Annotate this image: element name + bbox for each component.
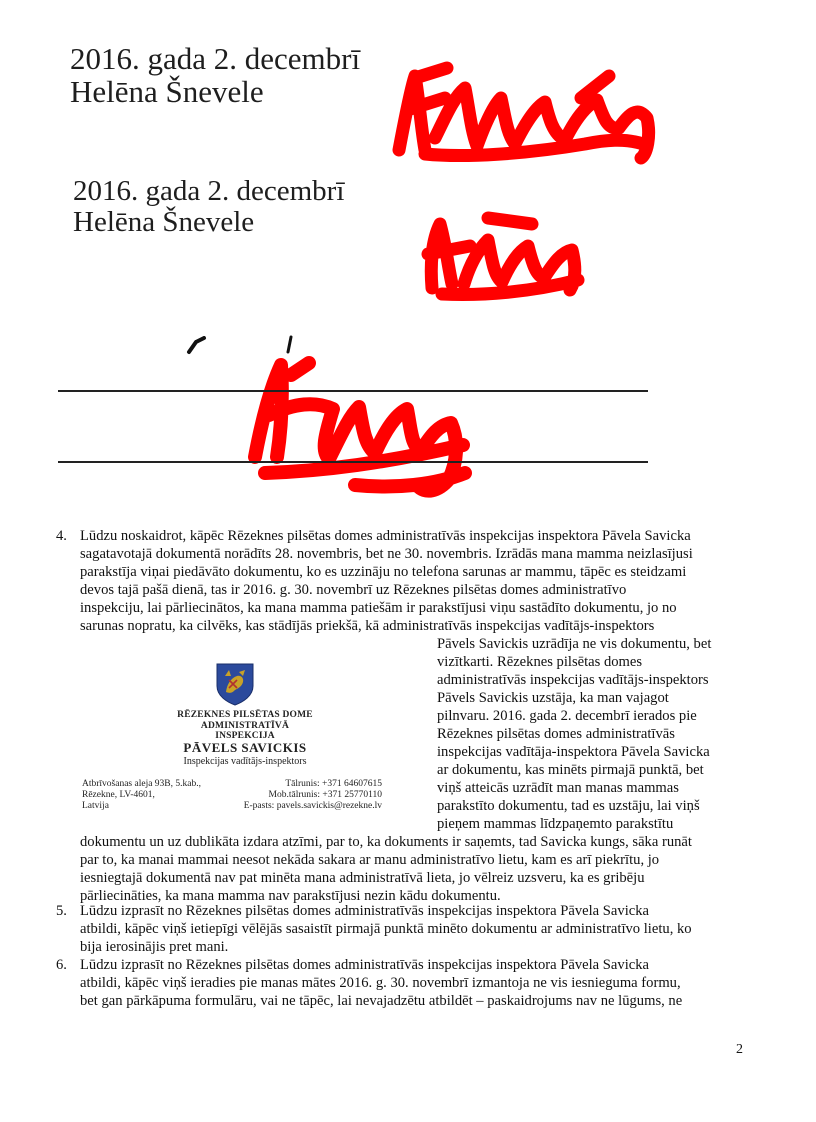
card-contacts [230,779,382,812]
text-line: bija ierosinājis pret mani. [80,939,229,955]
paragraph-4-right [437,635,742,833]
paragraph-4-top [80,527,742,635]
text-line: dokumentu un uz dublikāta izdara atzīmi, par to, ka dokuments ir saņemts, tad Savicka kungs, sāka runāt [80,834,692,850]
header-block-2 [73,176,344,239]
text-line: devos tajā pašā dienā, tas ir 2016. g. 30. novembrī uz Rēzeknes pilsētas domes administratīvo [80,582,627,598]
text-line: Lūdzu noskaidrot, kāpēc Rēzeknes pilsētas domes administratīvās inspekcijas inspektora Pāvela Savicka [80,528,691,544]
text-line: administratīvās inspekcijas vadītājs-inspektors [437,672,709,688]
text-line: atbildi, kāpēc viņš ietiepīgi vēlējās sasaistīt pirmajā punktā minēto dokumentu ar administratīvo lietu, ko [80,921,692,937]
address-line: Rēzekne, LV-4601, [82,790,155,800]
ink-mark [285,335,295,355]
text-line: pārliecināties, ka mana mamma nav parakstījusi nezin kādu dokumentu. [80,888,501,904]
signature-line [58,390,648,392]
text-line: pilnvaru. 2016. gada 2. decembrī ierados pie [437,708,697,724]
address-line: Latvija [82,801,109,811]
text-line: parakstīja viņai piedāvāto dokumentu, ko es uzzināju no telefona sarunas ar mammu, tāpēc es steidzami [80,564,687,580]
header-date: 2016. gada 2. decembrī [70,41,361,76]
coat-of-arms-icon [215,662,255,706]
card-name: PĀVELS SAVICKIS [183,740,307,755]
text-line: sarunas nopratu, ka cilvēks, kas stādījās priekšā, kā administratīvās inspekcijas vadītājs-inspektors [80,618,655,634]
card-address [82,779,201,812]
text-line: Lūdzu izprasīt no Rēzeknes pilsētas domes administratīvās inspekcijas inspektora Pāvela Savicka [80,903,650,919]
card-role: Inspekcijas vadītājs-inspektors [183,756,307,767]
item-number: 6. [56,957,67,973]
text-line: atbildi, kāpēc viņš ieradies pie manas mātes 2016. g. 30. novembrī izmantoja ne vis iesnieguma formu, [80,975,681,991]
text-line: bet gan pārkāpuma formulāru, vai ne tāpēc, lai nevajadzētu atbildēt – paskaidrojums nav ne lūgums, ne [80,993,683,1009]
signature-line [58,461,648,463]
text-line: parakstīto dokumentu, tad es uzstāju, lai viņš [437,798,700,814]
header-block-1 [70,42,360,109]
header-date: 2016. gada 2. decembrī [73,175,345,207]
header-name: Helēna Šnevele [73,206,255,239]
paragraph-5 [80,902,742,956]
paragraph-4-tail [80,833,742,905]
paragraph-6 [80,956,742,1010]
redacted-signature-3 [225,345,480,505]
card-mobile: Mob.tālrunis: +371 25770110 [268,790,382,800]
redacted-signature-2 [412,210,592,302]
card-org-line: ADMINISTRATĪVĀ INSPEKCIJA [200,721,290,741]
text-line: Rēzeknes pilsētas domes administratīvās [437,726,675,742]
address-line: Atbrīvošanas aleja 93B, 5.kab., [82,779,201,789]
text-line: sagatavotajā dokumentā norādīts 28. novembris, bet ne 30. novembris. Izrādās mana mamma neizlasījusi [80,546,693,562]
text-line: Pāvels Savickis uzrādīja ne vis dokumentu, bet [437,636,712,652]
text-line: ar dokumentu, kas minēts pirmajā punktā, bet [437,762,704,778]
redacted-signature-1 [385,58,665,173]
business-card [70,652,410,822]
text-line: pieņem mammas līdzpaņemto parakstītu [437,816,674,832]
text-line: Pāvels Savickis uzstāja, ka man vajagot [437,690,669,706]
text-line: inspekcijas vadītāja-inspektora Pāvela Savicka [437,744,710,760]
text-line: vizītkarti. Rēzeknes pilsētas domes [437,654,643,670]
card-email: E-pasts: pavels.savickis@rezekne.lv [243,801,382,811]
text-line: Lūdzu izprasīt no Rēzeknes pilsētas domes administratīvās inspekcijas inspektora Pāvela Savicka [80,957,650,973]
text-line: iesniegtajā dokumentā nav pat minēta mana administratīvā lieta, jo vēlreiz uzsveru, ka es gribēju [80,870,645,886]
text-line: par to, ka manai mammai neesot nekāda sakara ar manu administratīvo lietu, kam es arī piekrītu, jo [80,852,660,868]
card-phone: Tālrunis: +371 64607615 [285,779,382,789]
item-number: 4. [56,528,67,544]
item-number: 5. [56,903,67,919]
card-org-line: RĒZEKNES PILSĒTAS DOME [177,710,313,720]
ink-mark [186,336,208,356]
header-name: Helēna Šnevele [70,74,264,110]
text-line: viņš atteicās uzrādīt man manas mammas [437,780,679,796]
text-line: inspekciju, lai pārliecinātos, ka mana mamma patiešām ir parakstījusi viņu sastādīto dokumentu, jo no [80,600,677,616]
page-number: 2 [736,1042,743,1057]
